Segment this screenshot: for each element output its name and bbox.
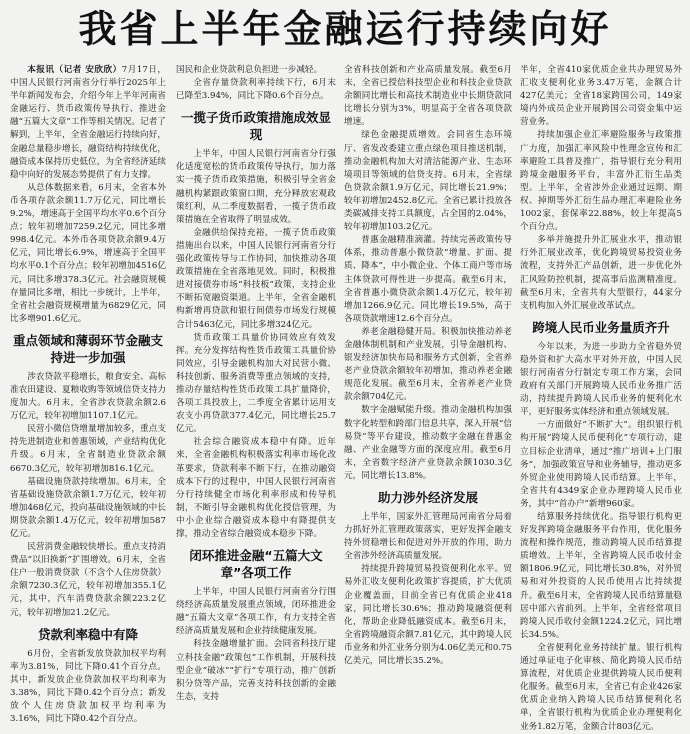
paragraph: 持续加强企业汇率避险服务与政策推广力度，加强汇率风险中性理念宣传和汇率避险工具普及推广，指导银行充分利用跨境金融服务平台，丰富外汇衍生品类型。上半年，全省涉外企业通过远期、期权、掉期等外汇衍生品办理汇率避险业务1002家，套保率22.88%，较上年提高5个百分点。: [520, 130, 682, 233]
byline: 本报讯（记者 安欣欣）: [27, 65, 122, 75]
section-heading: 助力涉外经济发展: [377, 490, 478, 505]
paragraph: 全省便利化业务持续扩量。银行机构通过单证电子化审核、简化跨境人民币结算流程，对优质企业提供跨境人民币便利化服务。截至6月末，全省已有企业426家优质企业纳入跨境人民币结算便利化名单，全省银行机构为优质企业办理便利化业务1.82万笔，金额合计803亿元。: [520, 642, 682, 732]
paragraph: 一方面做好“不断扩大”。组织银行机构开展“跨境人民币便利化”专项行动，建立目标企业清单，通过“推广培训+上门服务”，加强政策宣导和业务辅导，推动更多外贸企业使用跨境人民币结算。上半年，全省共有4349家企业办理跨境人民币业务，其中“首办户”新增960家。: [520, 420, 682, 509]
paragraph: 数字金融赋能升级。推动金融机构加强数字化转型和跨部门信息共享，深入开展“信易贷”等平台建设，推动数字金融在普惠金融、产业金融等方面的深度应用。截至6月末，全省数字经济产业贷款余额1030.3亿元，同比增长13.8%。: [344, 405, 512, 481]
paragraph: 社会综合融资成本稳中有降。近年来，全省金融机构积极落实利率市场化改革要求，贷款利率不断下行，在推动融资成本下行的过程中，中国人民银行河南省分行持续健全市场化利率形成和传导机制，不断引导金融机构优化授信管理，为中小企业综合融资成本稳中有降提供支撑，推动全省综合融资成本稳步下降。: [176, 437, 336, 539]
paragraph: 上半年，中国人民银行河南省分行强化适度宽松的货币政策传导执行，加力落实一揽子货币政策措施，积极引导全省金融机构紧跟政策窗口期，充分释放宏观政策红利，从二季度数据看，一揽子货币政策措施在全省取得了明显成效。: [176, 149, 336, 225]
paragraph: 全省科技创新和产业高质量发展。截至6月末，全省已授信科技型企业和科技企业贷款余额同比增长和高技术制造业中长期贷款同比增长分别为3%，明显高于全省各项贷款增速。: [344, 65, 512, 128]
paragraph: 基础设施贷款持续增加。6月末，全省基础设施贷款余额1.7万亿元，较年初增加468亿元，投向基础设施领域的中长期贷款余额1.4万亿元，较年初增加587亿元。: [10, 476, 166, 539]
column-2: [176, 64, 336, 702]
paragraph: 民营消费金融较快增长。重点支持消费品“以旧换新”扩围增效。6月末，全省住户一般消费贷款（不含个人住房贷款）余额7230.3亿元，较年初增加355.1亿元，其中，汽车消费贷款余额223.2亿元，较年初增加21.2亿元。: [10, 542, 166, 618]
paragraph: 全省存量贷款利率持续下行，6月末已降至3.94%，同比下降0.6个百分点。: [176, 78, 336, 102]
section-heading: 重点领域和薄弱环节金融支持进一步加强: [12, 332, 163, 365]
paragraph-text: 7月17日，中国人民银行河南省分行举行2025年上半年新闻发布会，介绍今年上半年河南省金融运行、货币政策传导执行、推进金融“五篇大文章”工作等相关情况。记者了解到，上半年，全省金融运行持续向好，金融总量稳步增长，融资结构持续优化，融资成本保持历史低位，为全省经济延续稳中向好的发展态势提供了有力支撑。: [10, 65, 166, 180]
paragraph: 货币政策工具量价协同效应有效发挥。充分发挥结构性货币政策工具量价协同效应，引导金融机构加大对民营小微、科技创新、服务消费等重点领域的支持，推动存量结构性货币政策工具扩量降价，各项工具投放上，二季度全省累计运用支农支小再贷款377.4亿元，同比增长25.7亿元。: [176, 332, 336, 435]
paragraph: 今年以来，为进一步助力全省稳外贸稳外资和扩大高水平对外开放，中国人民银行河南省分行制定专项工作方案，会同政府有关部门开展跨境人民币业务推广活动，持续提升跨境人民币业务的便利化水平，更好服务实体经济和重点领域发展。: [520, 341, 682, 418]
paragraph: 6月份，全省新发放贷款加权平均利率为3.81%，同比下降0.41个百分点。其中，新发放企业贷款加权平均利率为3.38%，同比下降0.42个百分点；新发放个人住房贷款加权平均利率为3.16%，同比下降0.42个百分点。: [10, 648, 166, 725]
column-1: [10, 64, 166, 725]
paragraph: 上半年，国家外汇管理局河南省分局着力抓好外汇管理政策落实，更好发挥金融支持外贸稳增长和促进对外开放的作用，助力全省涉外经济高质量发展。: [344, 512, 512, 562]
paragraph: 国民和企业贷款利息负担进一步减轻。: [176, 65, 323, 75]
paragraph: 民营小微信贷增量增加较多，重点支持先进制造业和普惠领域，产业结构优化升级。6月末，全省制造业贷款余额6670.3亿元，较年初增加816.1亿元。: [10, 424, 166, 474]
paragraph: 半年，全省410家优质企业共办理贸易外汇收支便利化业务3.47万笔，金额合计427亿美元；全省18家跨国公司，149家境内外成员企业开展跨国公司资金集中运营业务。: [520, 65, 682, 128]
column-4: [520, 64, 682, 732]
section-heading: 闭环推进金融“五篇大文章”各项工作: [189, 548, 323, 581]
headline: 我省上半年金融运行持续向好: [78, 7, 612, 51]
paragraph: [10, 64, 166, 182]
section-heading: 贷款利率稳中有降: [37, 626, 138, 642]
paragraph: 持续提升跨境贸易投资便利化水平。贸易外汇收支便利化政策扩容提质，扩大优质企业覆盖面，目前全省已有优质企业418家，同比增长30.6%；推动跨境融资便利化，帮助企业降低融资成本。截至6月末，全省跨境融资余额7.81亿元，其中跨境人民币业务和外汇业务分别为4.06亿美元和0.75亿美元，同比增长35.2%。: [344, 564, 512, 667]
paragraph: 绿色金融提质增效。会同省生态环境厅、省发改委建立重点绿色项目推送机制，推动金融机构加大对清洁能源产业、生态环境项目等领域的信贷支持。6月末，全省绿色贷款余额1.9万亿元，同比增长21.9%；较年初增加2452.8亿元。全省已累计投放各类碳减排支持工具额度，占全国的2.04%，较年初增加103.2亿元。: [344, 130, 512, 233]
paragraph: 养老金融稳健开局。积极加快推动养老金融体制机制和产业发展，引导金融机构、银发经济加快布局和服务方式创新，全省养老产业贷款余额较年初增加，推动养老金融规范化发展。截至6月末，全省养老产业贷款余额704亿元。: [344, 326, 512, 403]
paragraph: 从总体数据来看，6月末，全省本外币各项存款余额11.7万亿元，同比增长9.2%，增速高于全国平均水平0.6个百分点；较年初增加7259.2亿元，同比多增998.4亿元。本外币各项贷款余额9.4万亿元，同比增长6.9%，增速高于全国平均水平0.1个百分点；较年初增加4516亿元，同比多增378.3亿元。社会融资规模存量同比多增，相比一步统计，上半年，全省社会融资规模增量为6829亿元，同比多增901.6亿元。: [10, 182, 166, 324]
paragraph: 结算服务持续优化。指导银行机构更好发挥跨境金融服务平台作用，优化服务流程和操作规范，推动跨境人民币结算提质增效。上半年，全省跨境人民币收付金额1806.9亿元，同比增长30.8%，对外贸易和对外投资的人民币使用占比持续提升。截至6月末，全省跨境人民币结算量稳居中部六省前列。上半年，全省经常项目跨境人民币收付金额1224.2亿元，同比增长34.5%。: [520, 512, 682, 640]
section-heading: 跨境人民币业务量质齐升: [532, 319, 670, 335]
section-heading: 一揽子货币政策措施成效显现: [180, 110, 331, 143]
paragraph: 涉农贷款平稳增长，粮食安全、高标准农田建设、夏粮收购等领域信贷支持力度加大。6月末，全省涉农贷款余额2.6万亿元，较年初增加1107.1亿元。: [10, 371, 166, 422]
paragraph: 上半年，中国人民银行河南省分行围绕经济高质量发展重点领域，闭环推进金融“五篇大文章”各项工作，有力支持全省经济高质量发展和企业持续健康发展。: [176, 587, 336, 637]
column-3: [344, 64, 512, 667]
paragraph: 科技金融增量扩面。会同省科技厅建立科技金融“政策包”工作机制，开展科技型企业“破冰”“扩行”专项行动，推广创新积分贷等产品，完善支持科技创新的金融生态，支持: [176, 639, 336, 702]
paragraph: 多举并施提升外汇展业水平，推动银行外汇展业改革，优化跨境贸易投资业务流程，支持外汇产品创新，进一步优化外汇风险防控机制，提高事后监测精准度。截至6月末，全省共有大型银行，44家分支机构加入外汇展业改革试点。: [520, 235, 682, 311]
paragraph: 普惠金融精准滴灌。持续完善政策传导体系，推动普惠小微贷款“增量、扩面、提质、降本”，中小微企业、个体工商户等市场主体贷款可得性进一步提高。截至6月末，全省普惠小微贷款余额1.4万亿元，较年初增加1266.9亿元。同比增长19.5%，高于各项贷款增速12.6个百分点。: [344, 235, 512, 324]
paragraph: 金融供给保持充裕，一揽子货币政策措施出台以来，中国人民银行河南省分行强化政策传导与工作协同，加快推动各项政策措施在全省落地见效。同时，积极推进对接债券市场“科技板”政策，支持企业不断拓宽融资渠道。上半年，全省金融机构新增再贷款和银行间债券市场发行规模合计5463亿元，同比多增324亿元。: [176, 227, 336, 330]
